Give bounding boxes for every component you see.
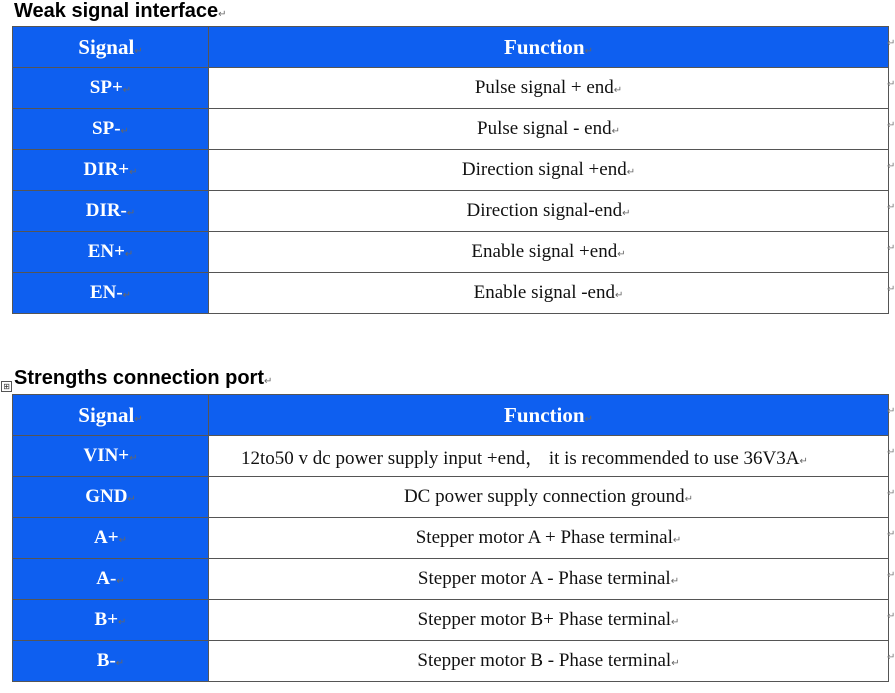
paragraph-mark-icon: ↵	[584, 45, 593, 57]
row-end-mark-icon: ↵	[887, 488, 895, 499]
function-cell	[209, 68, 889, 109]
function-text: Stepper motor B+ Phase terminal	[417, 609, 672, 630]
paragraph-mark-icon: ↵	[672, 535, 682, 546]
row-end-mark-icon: ↵	[887, 652, 895, 663]
function-text: Pulse signal + end	[474, 77, 614, 98]
header-function	[209, 27, 889, 68]
strengths-port-table	[12, 394, 889, 682]
function-text: Enable signal +end	[471, 241, 618, 262]
table-row	[13, 641, 889, 682]
signal-cell	[13, 109, 209, 150]
signal-cell	[13, 273, 209, 314]
row-end-mark-icon: ↵	[887, 202, 895, 213]
table-row	[13, 191, 889, 232]
signal-name: B-	[96, 650, 116, 671]
function-cell	[209, 518, 889, 559]
signal-name: SP-	[92, 118, 121, 139]
paragraph-mark-icon: ↵	[129, 167, 138, 178]
table-row	[13, 273, 889, 314]
signal-cell	[13, 68, 209, 109]
function-cell	[209, 641, 889, 682]
row-end-mark-icon: ↵	[887, 79, 895, 90]
table-move-handle-icon[interactable]: ⊞	[1, 381, 12, 392]
signal-name: B+	[94, 609, 119, 630]
table-row	[13, 436, 889, 477]
function-text: Stepper motor B - Phase terminal	[417, 650, 672, 671]
row-end-mark-icon: ↵	[887, 406, 895, 417]
signal-cell	[13, 518, 209, 559]
signal-cell	[13, 559, 209, 600]
paragraph-mark-icon: ↵	[615, 290, 624, 301]
paragraph-mark-icon: ↵	[218, 9, 227, 20]
row-end-mark-icon: ↵	[887, 611, 895, 622]
paragraph-mark-icon: ↵	[118, 617, 127, 628]
paragraph-mark-icon: ↵	[115, 658, 125, 669]
function-text: Direction signal +end	[461, 159, 627, 180]
function-cell	[209, 191, 889, 232]
function-text: Stepper motor A - Phase terminal	[417, 568, 671, 589]
weak-signal-title-text: Weak signal interface	[14, 0, 219, 22]
paragraph-mark-icon: ↵	[626, 167, 636, 178]
paragraph-mark-icon: ↵	[116, 576, 125, 587]
header-signal	[13, 27, 209, 68]
weak-signal-table	[12, 26, 889, 314]
function-cell	[209, 600, 889, 641]
row-end-mark-icon: ↵	[887, 243, 895, 254]
row-end-mark-icon: ↵	[887, 447, 895, 458]
function-text: Enable signal -end	[473, 282, 615, 303]
function-cell	[209, 477, 889, 518]
paragraph-mark-icon: ↵	[129, 453, 138, 464]
table-row	[13, 600, 889, 641]
row-end-mark-icon: ↵	[887, 570, 895, 581]
header-function	[209, 395, 889, 436]
function-cell	[209, 150, 889, 191]
table-header-row	[13, 27, 889, 68]
paragraph-mark-icon: ↵	[120, 126, 129, 137]
table-row	[13, 68, 889, 109]
signal-name: GND	[85, 486, 128, 507]
table-row	[13, 232, 889, 273]
signal-name: DIR-	[85, 200, 127, 221]
signal-cell	[13, 641, 209, 682]
function-text: Stepper motor A + Phase terminal	[415, 527, 673, 548]
paragraph-mark-icon: ↵	[671, 658, 680, 669]
signal-name: A+	[94, 527, 119, 548]
signal-cell	[13, 600, 209, 641]
table-row	[13, 518, 889, 559]
signal-cell	[13, 436, 209, 477]
paragraph-mark-icon: ↵	[670, 576, 680, 587]
function-text: Direction signal-end	[466, 200, 623, 221]
signal-name: A-	[96, 568, 117, 589]
paragraph-mark-icon: ↵	[126, 208, 136, 219]
row-end-mark-icon: ↵	[887, 529, 895, 540]
function-cell	[209, 436, 889, 477]
paragraph-mark-icon: ↵	[124, 249, 134, 260]
paragraph-mark-icon: ↵	[127, 494, 136, 505]
table-row	[13, 109, 889, 150]
signal-cell	[13, 477, 209, 518]
row-end-mark-icon: ↵	[887, 284, 895, 295]
paragraph-mark-icon: ↵	[122, 290, 132, 301]
table-row	[13, 150, 889, 191]
paragraph-mark-icon: ↵	[118, 535, 127, 546]
paragraph-mark-icon: ↵	[617, 249, 626, 260]
paragraph-mark-icon: ↵	[134, 413, 143, 425]
strengths-port-title	[14, 367, 272, 390]
table-header-row	[13, 395, 889, 436]
function-cell	[209, 559, 889, 600]
paragraph-mark-icon: ↵	[671, 617, 680, 628]
signal-cell	[13, 232, 209, 273]
header-function-label: Function	[504, 34, 585, 59]
function-text: Pulse signal - end	[477, 118, 612, 139]
header-signal	[13, 395, 209, 436]
signal-name: SP+	[89, 77, 123, 98]
table-row	[13, 477, 889, 518]
paragraph-mark-icon: ↵	[134, 45, 143, 57]
signal-cell	[13, 191, 209, 232]
function-cell	[209, 109, 889, 150]
paragraph-mark-icon: ↵	[622, 208, 631, 219]
row-end-mark-icon: ↵	[887, 38, 895, 49]
paragraph-mark-icon: ↵	[613, 85, 623, 96]
header-signal-label: Signal	[78, 34, 135, 59]
paragraph-mark-icon: ↵	[264, 376, 273, 387]
function-text: DC power supply connection ground	[403, 486, 685, 507]
weak-signal-title	[14, 0, 227, 23]
paragraph-mark-icon: ↵	[584, 413, 593, 425]
paragraph-mark-icon: ↵	[684, 494, 694, 505]
function-cell	[209, 232, 889, 273]
paragraph-mark-icon: ↵	[799, 455, 808, 467]
table-row	[13, 559, 889, 600]
paragraph-mark-icon: ↵	[611, 126, 620, 137]
paragraph-mark-icon: ↵	[122, 85, 132, 96]
signal-name: EN-	[89, 282, 123, 303]
header-function-label: Function	[504, 402, 585, 427]
header-signal-label: Signal	[78, 402, 135, 427]
signal-cell	[13, 150, 209, 191]
signal-name: VIN+	[83, 445, 130, 466]
strengths-port-title-text: Strengths connection port	[14, 367, 264, 389]
function-text: 12to50 v dc power supply input +end， it is recommended to use 36V3A	[241, 447, 800, 469]
row-end-mark-icon: ↵	[887, 120, 895, 131]
row-end-mark-icon: ↵	[887, 161, 895, 172]
signal-name: DIR+	[83, 159, 130, 180]
signal-name: EN+	[87, 241, 125, 262]
function-cell	[209, 273, 889, 314]
